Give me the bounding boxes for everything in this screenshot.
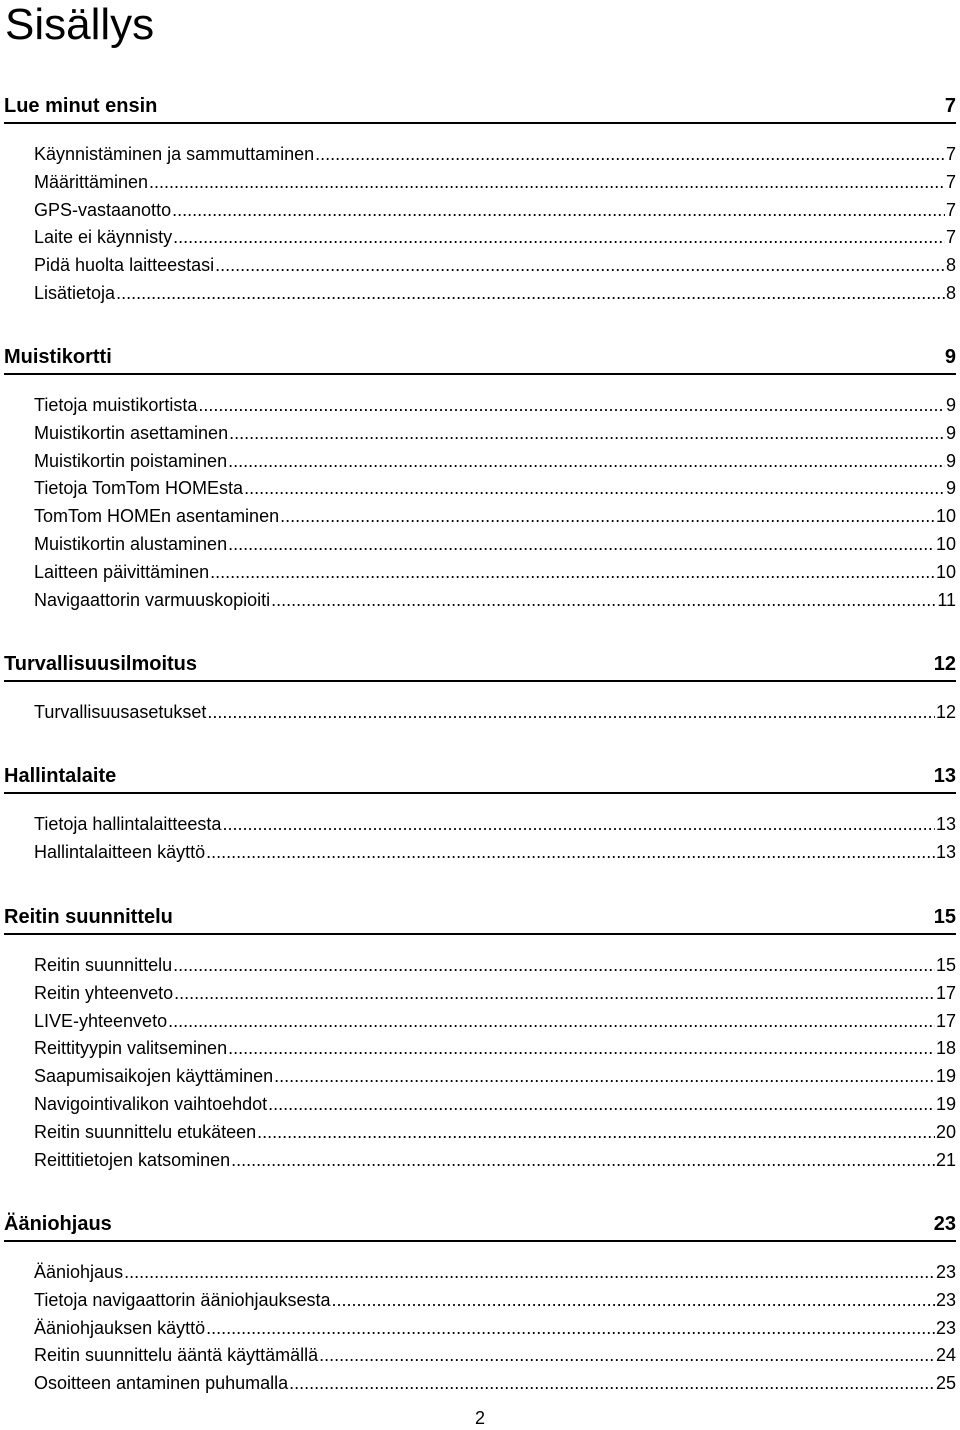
toc-entry[interactable] bbox=[34, 812, 956, 836]
toc-entry-page-number: 23 bbox=[935, 1262, 956, 1282]
dot-leader bbox=[229, 421, 945, 445]
dot-leader bbox=[228, 532, 935, 556]
toc-entry[interactable] bbox=[34, 1316, 956, 1340]
toc-entry-title: Määrittäminen bbox=[34, 171, 149, 192]
section-page-number: 12 bbox=[933, 653, 956, 675]
toc-entry-page-number: 8 bbox=[945, 255, 956, 276]
dot-leader bbox=[174, 981, 935, 1005]
toc-entry[interactable] bbox=[34, 560, 956, 584]
toc-entry[interactable] bbox=[34, 170, 956, 194]
dot-leader bbox=[222, 812, 935, 836]
dot-leader bbox=[172, 198, 945, 222]
toc-entry-title: Käynnistäminen ja sammuttaminen bbox=[34, 144, 315, 164]
toc-entry-page-number: 10 bbox=[935, 534, 956, 554]
toc-entry-page-number: 7 bbox=[945, 227, 956, 248]
toc-entry[interactable] bbox=[34, 504, 956, 528]
section-heading[interactable] bbox=[4, 764, 956, 794]
toc-entry[interactable] bbox=[34, 700, 956, 724]
dot-leader bbox=[215, 253, 945, 277]
dot-leader bbox=[274, 1064, 935, 1088]
dot-leader bbox=[124, 1260, 935, 1284]
toc-entry-page-number: 9 bbox=[945, 478, 956, 499]
toc-entry-page-number: 21 bbox=[935, 1149, 956, 1170]
toc-entry[interactable] bbox=[34, 476, 956, 500]
toc-entry[interactable] bbox=[34, 142, 956, 166]
dot-leader bbox=[332, 1288, 935, 1312]
toc-entry[interactable] bbox=[34, 449, 956, 473]
toc-entry-page-number: 25 bbox=[935, 1373, 956, 1394]
toc-entry-page-number: 17 bbox=[935, 1010, 956, 1031]
toc-entry-title: Osoitteen antaminen puhumalla bbox=[34, 1373, 289, 1394]
dot-leader bbox=[315, 142, 945, 166]
toc-entry[interactable] bbox=[34, 1288, 956, 1312]
page-number: 2 bbox=[474, 1408, 485, 1428]
toc-entry-page-number: 18 bbox=[935, 1038, 956, 1059]
section-page-number: 23 bbox=[933, 1213, 956, 1235]
toc-entry-title: Tietoja muistikortista bbox=[34, 395, 198, 415]
toc-entry[interactable] bbox=[34, 1036, 956, 1060]
toc-entry-title: TomTom HOMEn asentaminen bbox=[34, 506, 280, 527]
toc-entry-title: Muistikortin poistaminen bbox=[34, 450, 228, 471]
toc-entry-title: Hallintalaitteen käyttö bbox=[34, 841, 206, 862]
toc-entry[interactable] bbox=[34, 253, 956, 277]
toc-entry-page-number: 13 bbox=[935, 814, 956, 834]
toc-entry-page-number: 23 bbox=[935, 1317, 956, 1338]
toc-entry-page-number: 10 bbox=[935, 506, 956, 527]
toc-entry[interactable] bbox=[34, 1371, 956, 1395]
section-page-number: 9 bbox=[944, 346, 956, 368]
toc-entry-title: GPS-vastaanotto bbox=[34, 199, 172, 220]
dot-leader bbox=[168, 1009, 935, 1033]
dot-leader bbox=[207, 700, 935, 724]
toc-entry[interactable] bbox=[34, 1009, 956, 1033]
dot-leader bbox=[289, 1371, 935, 1395]
toc-entry-page-number: 8 bbox=[945, 283, 956, 303]
section-page-number: 15 bbox=[933, 906, 956, 928]
toc-entry-title: Navigaattorin varmuuskopioiti bbox=[34, 589, 271, 610]
dot-leader bbox=[198, 393, 945, 417]
section-heading[interactable] bbox=[4, 94, 956, 124]
section-page-number: 13 bbox=[933, 765, 956, 787]
dot-leader bbox=[206, 840, 935, 864]
toc-entry-title: LIVE-yhteenveto bbox=[34, 1010, 168, 1031]
dot-leader bbox=[228, 1036, 935, 1060]
section-heading[interactable] bbox=[4, 652, 956, 682]
section-title: Reitin suunnittelu bbox=[4, 906, 173, 928]
toc-entry[interactable] bbox=[34, 532, 956, 556]
toc-entry-page-number: 23 bbox=[935, 1289, 956, 1310]
toc-entry-title: Reitin suunnittelu etukäteen bbox=[34, 1121, 257, 1142]
dot-leader bbox=[116, 281, 945, 305]
section-heading[interactable] bbox=[4, 345, 956, 375]
toc-entry[interactable] bbox=[34, 198, 956, 222]
dot-leader bbox=[206, 1316, 935, 1340]
toc-entry-page-number: 7 bbox=[945, 171, 956, 192]
toc-entry-page-number: 9 bbox=[945, 450, 956, 471]
toc-entry[interactable] bbox=[34, 1092, 956, 1116]
toc-entry[interactable] bbox=[34, 981, 956, 1005]
dot-leader bbox=[271, 588, 936, 612]
toc-entry[interactable] bbox=[34, 393, 956, 417]
toc-entry[interactable] bbox=[34, 840, 956, 864]
dot-leader bbox=[173, 225, 945, 249]
dot-leader bbox=[280, 504, 935, 528]
toc-entry-page-number: 7 bbox=[945, 144, 956, 164]
dot-leader bbox=[257, 1120, 935, 1144]
section-heading[interactable] bbox=[4, 905, 956, 935]
dot-leader bbox=[228, 449, 945, 473]
section-page-number: 7 bbox=[944, 95, 956, 117]
section-title: Turvallisuusilmoitus bbox=[4, 653, 197, 675]
toc-entry[interactable] bbox=[34, 1064, 956, 1088]
toc-entry[interactable] bbox=[34, 421, 956, 445]
dot-leader bbox=[149, 170, 945, 194]
toc-entry-title: Navigointivalikon vaihtoehdot bbox=[34, 1094, 268, 1114]
page-title: Sisällys bbox=[5, 0, 155, 49]
toc-entry-title: Turvallisuusasetukset bbox=[34, 702, 207, 722]
toc-entry-title: Tietoja hallintalaitteesta bbox=[34, 814, 222, 834]
section-heading[interactable] bbox=[4, 1212, 956, 1242]
dot-leader bbox=[210, 560, 935, 584]
toc-entry-page-number: 9 bbox=[945, 395, 956, 415]
toc-entry-page-number: 20 bbox=[935, 1121, 956, 1142]
toc-entry-title: Lisätietoja bbox=[34, 283, 116, 303]
toc-entry-title: Tietoja TomTom HOMEsta bbox=[34, 478, 244, 499]
section-title: Hallintalaite bbox=[4, 765, 117, 787]
section-title: Lue minut ensin bbox=[4, 95, 158, 117]
toc-entry-page-number: 11 bbox=[937, 589, 956, 610]
toc-entry-title: Reittitietojen katsominen bbox=[34, 1149, 231, 1170]
toc-entry-title: Reitin yhteenveto bbox=[34, 982, 174, 1003]
toc-entry[interactable] bbox=[34, 1343, 956, 1367]
toc-entry-page-number: 24 bbox=[935, 1345, 956, 1366]
toc-entry-page-number: 10 bbox=[935, 561, 956, 582]
toc-entry-title: Muistikortin alustaminen bbox=[34, 534, 228, 554]
toc-entry-page-number: 17 bbox=[935, 982, 956, 1003]
dot-leader bbox=[319, 1343, 935, 1367]
toc-entry-title: Reitin suunnittelu ääntä käyttämällä bbox=[34, 1345, 319, 1366]
toc-entry-page-number: 19 bbox=[935, 1066, 956, 1087]
toc-entry[interactable] bbox=[34, 588, 956, 612]
toc-entry-page-number: 13 bbox=[935, 841, 956, 862]
dot-leader bbox=[173, 953, 935, 977]
toc-entry-title: Saapumisaikojen käyttäminen bbox=[34, 1066, 274, 1087]
dot-leader bbox=[268, 1092, 935, 1116]
toc-entry-page-number: 15 bbox=[935, 955, 956, 975]
toc-entry[interactable] bbox=[34, 1260, 956, 1284]
toc-entry-title: Ääniohjauksen käyttö bbox=[34, 1317, 206, 1338]
toc-entry-page-number: 9 bbox=[945, 422, 956, 443]
dot-leader bbox=[231, 1148, 935, 1172]
section-title: Muistikortti bbox=[4, 346, 112, 368]
toc-entry[interactable] bbox=[34, 225, 956, 249]
toc-entry-page-number: 12 bbox=[935, 702, 956, 722]
toc-entry[interactable] bbox=[34, 1148, 956, 1172]
toc-entry-title: Reitin suunnittelu bbox=[34, 955, 173, 975]
toc-entry-page-number: 19 bbox=[935, 1094, 956, 1114]
toc-entry-title: Laite ei käynnisty bbox=[34, 227, 173, 248]
dot-leader bbox=[244, 476, 945, 500]
section-title: Ääniohjaus bbox=[4, 1213, 112, 1235]
toc-entry[interactable] bbox=[34, 953, 956, 977]
toc-entry[interactable] bbox=[34, 1120, 956, 1144]
toc-entry-page-number: 7 bbox=[945, 199, 956, 220]
toc-entry-title: Reittityypin valitseminen bbox=[34, 1038, 228, 1059]
toc-entry-title: Ääniohjaus bbox=[34, 1262, 124, 1282]
toc-entry-title: Muistikortin asettaminen bbox=[34, 422, 229, 443]
toc-entry-title: Pidä huolta laitteestasi bbox=[34, 255, 215, 276]
toc-entry-title: Laitteen päivittäminen bbox=[34, 561, 210, 582]
toc-entry[interactable] bbox=[34, 281, 956, 305]
toc-entry-title: Tietoja navigaattorin ääniohjauksesta bbox=[34, 1289, 331, 1310]
